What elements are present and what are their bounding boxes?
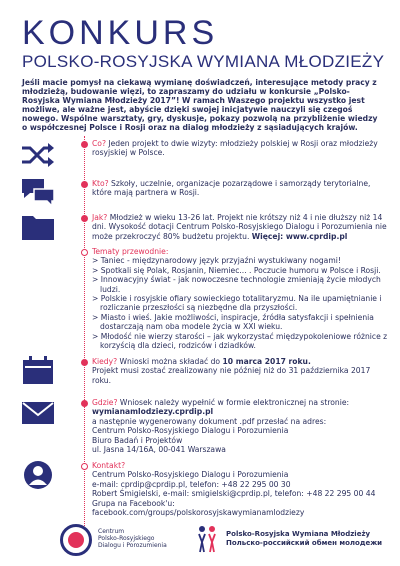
cprdip-logo — [60, 524, 210, 558]
list-item: > Innowacyjny świat - jak nowoczesne technologie zmieniają życie młodych ludzi. — [92, 275, 381, 294]
section-kto — [92, 179, 388, 198]
logo-text: Polsko-Rosyjska Wymiana Młodzieży — [226, 530, 371, 538]
page-title: KONKURS — [22, 14, 219, 52]
shuffle-icon — [20, 140, 56, 170]
section-co-text: Jeden projekt to dwie wizyty: młodzieży polskiej w Rosji oraz młodzieży rosyjskiej w Polsce. — [92, 139, 378, 158]
list-item: > Młodość nie wierzy starości – jak wykorzystać międzypokoleniowe różnice z korzyścią dla dzieci, rodziców i dziadków. — [92, 331, 388, 351]
logo-text: Polsko-Rosyjskiego — [98, 535, 155, 542]
logo-text: Dialogu i Porozumienia — [98, 542, 167, 549]
cprdip-logo-mark — [60, 524, 92, 556]
section-kto-label: Kto? — [92, 179, 109, 188]
section-kiedy — [92, 357, 388, 385]
page-subtitle: POLSKO-ROSYJSKA WYMIANA MŁODZIEŻY — [22, 52, 385, 71]
section-jak-text: Młodzież w wieku 13-26 lat. Projekt nie krótszy niż 4 i nie dłuższy niż 14 dni. Wysokość dotacji Centrum Polsko-Rosyjskiego Dialogu i Porozumienia nie może przekroczyć 80% budżetu projektu. — [92, 213, 387, 241]
timeline-dot — [81, 463, 88, 470]
section-kto-text: Szkoły, uczelnie, organizacje pozarządowe i samorządy terytorialne, które mają partnera w Rosji. — [92, 179, 371, 198]
section-kontakt-label: Kontakt? — [92, 461, 126, 470]
section-tematy-label: Tematy przewodnie: — [92, 247, 169, 256]
section-co-label: Co? — [92, 139, 106, 148]
section-jak — [92, 213, 388, 241]
calendar-icon — [20, 355, 56, 385]
folder-icon — [20, 212, 56, 242]
intro-paragraph: Jeśli macie pomysł na ciekawą wymianę doświadczeń, interesujące metody pracy z młodzieżą, budowanie więzi, to zapraszamy do udziału w konkursie „Polsko-Rosyjska Wymiana Młodzieży 2017”! W ramach Waszego projektu wszystko jest możliwe, ale ważne jest, abyście dzięki swojej inicjatywie nauczyli się czegoś nowego. Wspólne warsztaty, gry, dyskusje, pokazy pozwolą na przybliżenie wiedzy o współczesnej Polsce i Rosji oraz na dialog młodzieży z sąsiadujących krajów. — [22, 78, 378, 132]
logo-text: Centrum — [98, 528, 125, 535]
timeline-dot — [81, 215, 88, 222]
list-item: > Taniec - międzynarodowy język przyjaźni wystukiwany nogami! — [92, 256, 341, 266]
section-kiedy-text2: Projekt musi zostać zrealizowany nie później niż do 31 października 2017 roku. — [92, 366, 371, 385]
section-gdzie-label: Gdzie? — [92, 398, 118, 407]
section-gdzie — [92, 398, 388, 454]
chat-icon — [20, 177, 56, 207]
contact-line: Grupa na Facebook'u: facebook.com/groups/polskorosyjskawymianamlodziezy — [92, 498, 305, 518]
section-gdzie-line2: a następnie wygenerowany dokument .pdf przesłać na adres: — [92, 416, 327, 426]
youth-figures-icon — [196, 524, 218, 554]
list-item: > Polskie i rosyjskie ofiary sowieckiego totalitaryzmu. Na ile upamiętnianie i rozliczanie przeszłości są niezbędne dla przyszłości. — [92, 294, 382, 313]
address-line: Centrum Polsko-Rosyjskiego Dialogu i Porozumienia — [92, 426, 289, 436]
contact-line: Centrum Polsko-Rosyjskiego Dialogu i Porozumienia — [92, 470, 289, 480]
address-line: ul. Jasna 14/16A, 00-041 Warszawa — [92, 445, 226, 455]
section-kiedy-text: Wnioski można składać do — [117, 357, 223, 366]
envelope-icon — [20, 398, 56, 428]
application-site-link[interactable]: wymianamlodziezy.cprdip.pl — [92, 407, 214, 417]
section-tematy — [92, 247, 388, 350]
address-line: Biuro Badań i Projektów — [92, 435, 183, 445]
contact-line: Robert Śmigielski, e-mail: smigielski@cprdip.pl, telefon: +48 22 295 00 44 — [92, 489, 376, 499]
timeline-dot — [81, 359, 88, 366]
section-kontakt — [92, 461, 388, 517]
more-info-link[interactable]: Więcej: www.cprdip.pl — [251, 231, 348, 241]
timeline-dot — [81, 400, 88, 407]
section-kiedy-label: Kiedy? — [92, 357, 118, 366]
deadline-date: 10 marca 2017 roku. — [222, 357, 311, 366]
timeline-dot — [81, 141, 88, 148]
section-gdzie-text: Wniosek należy wypełnić w formie elektronicznej na stronie: — [117, 398, 350, 407]
timeline-dot — [81, 181, 88, 188]
list-item: > Spotkali się Polak, Rosjanin, Niemiec... . Poczucie humoru w Polsce i Rosji. — [92, 265, 381, 275]
timeline-dot — [81, 249, 88, 256]
list-item: > Miasto i wieś. Jakie możliwości, inspiracje, źródła satysfakcji i spełnienia dostarczają nam oba modele życia w XXI wieku. — [92, 312, 374, 332]
section-jak-label: Jak? — [92, 213, 108, 222]
person-icon — [20, 460, 56, 490]
logo-text: Польско-российский обмен молодежи — [226, 539, 383, 547]
youth-exchange-logo — [196, 524, 396, 558]
contact-line: e-mail: cprdip@cprdip.pl, telefon: +48 22 295 00 30 — [92, 479, 291, 489]
section-co — [92, 139, 388, 158]
